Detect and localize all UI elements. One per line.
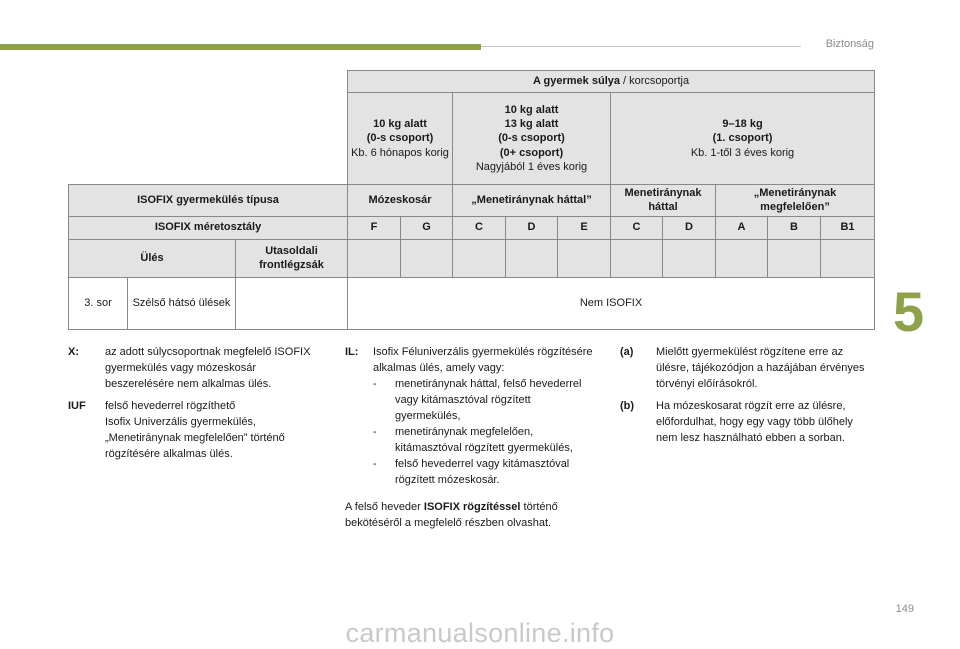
- size-class: D: [506, 216, 558, 239]
- seat-label: Ülés: [69, 239, 236, 277]
- type-carrycot: Mózeskosár: [348, 185, 453, 217]
- size-class: C: [453, 216, 506, 239]
- weight-header: A gyermek súlya / korcsoportja: [348, 71, 875, 93]
- group-0plus-header: 10 kg alatt 13 kg alatt (0-s csoport) (0+ csoport) Nagyjából 1 éves korig: [453, 93, 611, 185]
- header-rule: [481, 46, 801, 47]
- legend-a: (a) Mielőtt gyermekülést rögzítene erre az ülésre, tájékozódjon a hazájában érvényes törvényi előírásokról.: [620, 346, 865, 390]
- legend-iuf: IUF felső hevederrel rögzíthető Isofix Univerzális gyermekülés, „Menetiránynak megfelelően” történő rögzítésére alkalmas ülés.: [68, 399, 285, 460]
- group-1-header: 9–18 kg (1. csoport) Kb. 1-től 3 éves korig: [611, 93, 875, 185]
- size-label: ISOFIX méretosztály: [69, 216, 348, 239]
- legend-b: (b) Ha mózeskosarat rögzít erre az ülésre, előfordulhat, hogy egy vagy több ülőhely nem lesz használható ebben a sorban.: [620, 399, 853, 444]
- list-item: - menetiránynak háttal, felső hevederrel vagy kitámasztóval rögzített gyermekülés,: [373, 377, 582, 422]
- watermark: carmanualsonline.info: [345, 618, 615, 648]
- size-class: A: [716, 216, 768, 239]
- row-airbag: [236, 277, 348, 329]
- type-rear-facing-2: Menetiránynak háttal: [611, 185, 716, 217]
- type-label: ISOFIX gyermekülés típusa: [69, 185, 348, 217]
- row-value: Nem ISOFIX: [348, 277, 875, 329]
- type-rear-facing: „Menetiránynak háttal”: [453, 185, 611, 217]
- list-item: - felső hevederrel vagy kitámasztóval rögzített mózeskosár.: [373, 457, 570, 486]
- row-seat: Szélső hátsó ülések: [128, 277, 236, 329]
- isofix-table: [68, 70, 875, 330]
- size-class: B: [768, 216, 821, 239]
- size-class: C: [611, 216, 663, 239]
- legend-right: [620, 345, 870, 453]
- airbag-label: Utasoldali frontlégzsák: [236, 239, 348, 277]
- legend-middle: [345, 345, 595, 532]
- size-class: E: [558, 216, 611, 239]
- row-label: 3. sor: [69, 277, 128, 329]
- group-0-header: 10 kg alatt (0-s csoport) Kb. 6 hónapos korig: [348, 93, 453, 185]
- list-item: - menetiránynak megfelelően, kitámasztóval rögzített gyermekülés,: [373, 425, 573, 454]
- type-forward-facing: „Menetiránynak megfelelően”: [716, 185, 875, 217]
- section-title: Biztonság: [825, 38, 874, 50]
- size-class: B1: [821, 216, 875, 239]
- size-class: D: [663, 216, 716, 239]
- chapter-number: 5: [893, 280, 925, 343]
- size-class: F: [348, 216, 401, 239]
- size-class: G: [401, 216, 453, 239]
- page-number: 149: [895, 603, 914, 615]
- header-accent-bar: [0, 44, 481, 50]
- isofix-note: A felső heveder ISOFIX rögzítéssel történő bekötéséről a megfelelő részben olvashat.: [345, 501, 558, 530]
- legend-x: X: az adott súlycsoportnak megfelelő ISOFIX gyermekülés vagy mózeskosár beszerelésére nem alkalmas ülés.: [68, 346, 311, 390]
- legend-left: [68, 345, 323, 469]
- legend-il: IL: Isofix Féluniverzális gyermekülés rögzítésére alkalmas ülés, amely vagy: - menetiránynak háttal, felső hevederrel vagy kitámasztóval rögzített gyermekülés, - menetiránynak megfelelően, kitámasztóval rögzített gyermekülés, - felső hevederrel vagy kitámasztóval rögzített mózeskosár.: [345, 345, 595, 488]
